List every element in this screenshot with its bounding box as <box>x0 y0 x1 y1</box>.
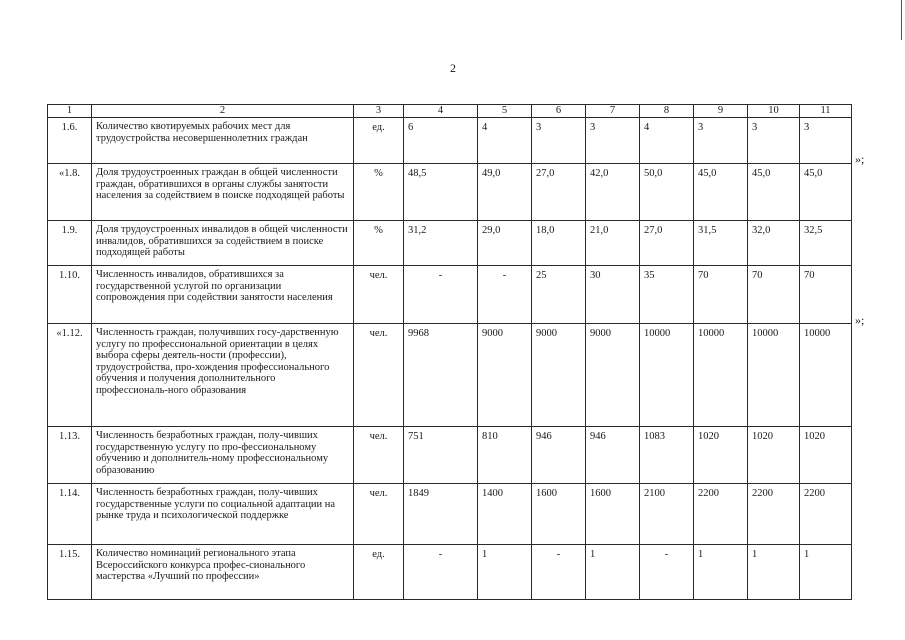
value-cell: 3 <box>532 118 586 164</box>
value-cell: 29,0 <box>478 221 532 266</box>
value-cell: 1020 <box>694 427 748 484</box>
indicator-name: Численность инвалидов, обратившихся за государственной услугой по организации сопровождения при содействии занятости населения <box>92 266 354 324</box>
value-cell: 1 <box>478 545 532 600</box>
value-cell: 45,0 <box>694 164 748 221</box>
value-cell: 10000 <box>748 324 800 427</box>
table-row <box>48 484 852 545</box>
value-cell: 30 <box>586 266 640 324</box>
value-cell: 70 <box>694 266 748 324</box>
value-cell: 32,5 <box>800 221 852 266</box>
table-row <box>48 545 852 600</box>
indicator-name: Численность граждан, получивших госу-дарственную услугу по профессиональной ориентации в целях выбора сферы деятель-ности (профессии), трудоустройства, про-хождения профессионального обучения и получения дополнительного профессиональ-ного образования <box>92 324 354 427</box>
header-cell: 2 <box>92 105 354 118</box>
value-cell: - <box>478 266 532 324</box>
value-cell: 10000 <box>694 324 748 427</box>
value-cell: 70 <box>748 266 800 324</box>
value-cell: 1 <box>800 545 852 600</box>
value-cell: 18,0 <box>532 221 586 266</box>
row-number: 1.14. <box>48 484 92 545</box>
indicator-name: Доля трудоустроенных инвалидов в общей численности инвалидов, обратившихся за содействием в поиске подходящей работы <box>92 221 354 266</box>
header-row <box>48 105 852 118</box>
value-cell: 1600 <box>532 484 586 545</box>
value-cell: - <box>404 266 478 324</box>
value-cell: 2100 <box>640 484 694 545</box>
value-cell: 1600 <box>586 484 640 545</box>
value-cell: 3 <box>694 118 748 164</box>
value-cell: 48,5 <box>404 164 478 221</box>
row-number: «1.8. <box>48 164 92 221</box>
header-cell: 11 <box>800 105 852 118</box>
header-cell: 9 <box>694 105 748 118</box>
value-cell: 27,0 <box>640 221 694 266</box>
value-cell: 1 <box>748 545 800 600</box>
value-cell: 3 <box>586 118 640 164</box>
value-cell: 9000 <box>532 324 586 427</box>
value-cell: 2200 <box>748 484 800 545</box>
indicator-name: Численность безработных граждан, полу-чивших государственную услугу по про-фессиональному обучению и дополнитель-ному профессиональному образованию <box>92 427 354 484</box>
value-cell: 10000 <box>800 324 852 427</box>
header-cell: 5 <box>478 105 532 118</box>
value-cell: 9968 <box>404 324 478 427</box>
indicator-name: Доля трудоустроенных граждан в общей численности граждан, обратившихся в органы службы занятости населения за содействием в поиске подходящей работы <box>92 164 354 221</box>
value-cell: 1400 <box>478 484 532 545</box>
row-number: 1.13. <box>48 427 92 484</box>
row-number: 1.15. <box>48 545 92 600</box>
value-cell: 3 <box>800 118 852 164</box>
unit-cell: % <box>354 221 404 266</box>
row-end-quote-1: »; <box>855 152 865 166</box>
value-cell: 4 <box>640 118 694 164</box>
table-row <box>48 427 852 484</box>
value-cell: 32,0 <box>748 221 800 266</box>
unit-cell: % <box>354 164 404 221</box>
value-cell: 35 <box>640 266 694 324</box>
value-cell: 3 <box>748 118 800 164</box>
value-cell: 946 <box>586 427 640 484</box>
table-row <box>48 164 852 221</box>
row-number: 1.9. <box>48 221 92 266</box>
data-table <box>47 104 852 600</box>
scan-edge-mark <box>901 0 902 40</box>
value-cell: - <box>640 545 694 600</box>
value-cell: 42,0 <box>586 164 640 221</box>
unit-cell: ед. <box>354 545 404 600</box>
value-cell: 21,0 <box>586 221 640 266</box>
header-cell: 10 <box>748 105 800 118</box>
unit-cell: чел. <box>354 427 404 484</box>
value-cell: 49,0 <box>478 164 532 221</box>
value-cell: 6 <box>404 118 478 164</box>
value-cell: 70 <box>800 266 852 324</box>
header-cell: 1 <box>48 105 92 118</box>
value-cell: 27,0 <box>532 164 586 221</box>
header-cell: 6 <box>532 105 586 118</box>
table-row <box>48 118 852 164</box>
value-cell: 25 <box>532 266 586 324</box>
value-cell: 2200 <box>694 484 748 545</box>
row-number: 1.10. <box>48 266 92 324</box>
value-cell: 810 <box>478 427 532 484</box>
value-cell: - <box>404 545 478 600</box>
value-cell: 751 <box>404 427 478 484</box>
value-cell: 45,0 <box>748 164 800 221</box>
value-cell: 4 <box>478 118 532 164</box>
value-cell: 50,0 <box>640 164 694 221</box>
value-cell: 45,0 <box>800 164 852 221</box>
indicator-name: Количество номинаций регионального этапа Всероссийского конкурса профес-сионального мастерства «Лучший по профессии» <box>92 545 354 600</box>
value-cell: 1849 <box>404 484 478 545</box>
indicator-name: Численность безработных граждан, полу-чивших государственные услуги по социальной адаптации на рынке труда и психологической поддержке <box>92 484 354 545</box>
value-cell: 9000 <box>586 324 640 427</box>
value-cell: 946 <box>532 427 586 484</box>
value-cell: 1 <box>694 545 748 600</box>
table-row <box>48 324 852 427</box>
row-number: 1.6. <box>48 118 92 164</box>
value-cell: 1020 <box>800 427 852 484</box>
value-cell: 10000 <box>640 324 694 427</box>
unit-cell: чел. <box>354 266 404 324</box>
value-cell: 2200 <box>800 484 852 545</box>
page-number: 2 <box>450 61 456 75</box>
table-row <box>48 221 852 266</box>
table-row <box>48 266 852 324</box>
value-cell: 1020 <box>748 427 800 484</box>
unit-cell: ед. <box>354 118 404 164</box>
unit-cell: чел. <box>354 484 404 545</box>
unit-cell: чел. <box>354 324 404 427</box>
header-cell: 4 <box>404 105 478 118</box>
value-cell: 1 <box>586 545 640 600</box>
row-end-quote-2: »; <box>855 313 865 327</box>
row-number: «1.12. <box>48 324 92 427</box>
value-cell: 31,5 <box>694 221 748 266</box>
value-cell: 1083 <box>640 427 694 484</box>
value-cell: - <box>532 545 586 600</box>
header-cell: 7 <box>586 105 640 118</box>
indicator-name: Количество квотируемых рабочих мест для трудоустройства несовершеннолетних граждан <box>92 118 354 164</box>
header-cell: 8 <box>640 105 694 118</box>
value-cell: 31,2 <box>404 221 478 266</box>
value-cell: 9000 <box>478 324 532 427</box>
header-cell: 3 <box>354 105 404 118</box>
